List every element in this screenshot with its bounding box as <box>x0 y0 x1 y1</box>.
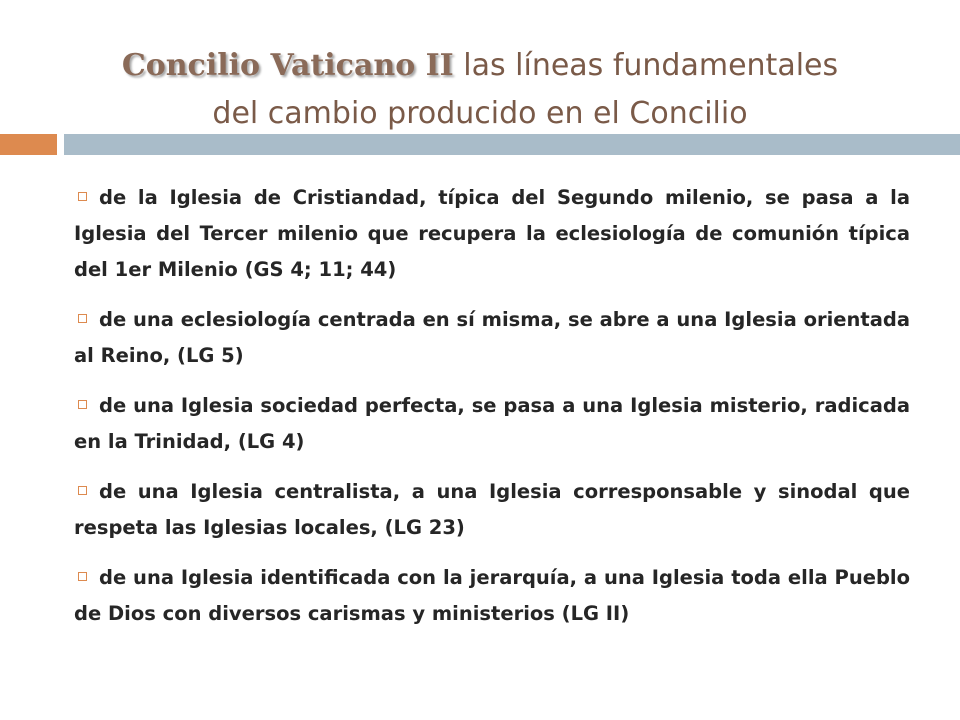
list-item <box>74 560 910 632</box>
list-item-text: de una Iglesia sociedad perfecta, se pasa a una Iglesia misterio, radicada en la Trinidad, (LG 4) <box>74 394 910 453</box>
list-item <box>74 388 910 460</box>
title-rest-line1: las líneas fundamentales <box>453 48 839 84</box>
title-rule-bar <box>64 134 960 155</box>
hollow-square-icon <box>78 314 87 323</box>
list-item <box>74 180 910 288</box>
list-item-text: de una Iglesia centralista, a una Iglesia corresponsable y sinodal que respeta las Iglesias locales, (LG 23) <box>74 480 910 539</box>
title-emphasis: Concilio Vaticano II <box>121 48 454 84</box>
list-item-text: de una Iglesia identificada con la jerarquía, a una Iglesia toda ella Pueblo de Dios con diversos carismas y ministerios (LG II) <box>74 566 910 625</box>
title-rule-accent <box>0 134 57 155</box>
hollow-square-icon <box>78 192 87 201</box>
list-item <box>74 474 910 546</box>
page-title <box>40 42 920 138</box>
list-item-text: de la Iglesia de Cristiandad, típica del Segundo milenio, se pasa a la Iglesia del Tercer milenio que recupera la eclesiología de comunión típica del 1er Milenio (GS 4; 11; 44) <box>74 186 910 281</box>
hollow-square-icon <box>78 572 87 581</box>
title-line2: del cambio producido en el Concilio <box>212 96 748 132</box>
list-item-text: de una eclesiología centrada en sí misma, se abre a una Iglesia orientada al Reino, (LG 5) <box>74 308 910 367</box>
hollow-square-icon <box>78 400 87 409</box>
hollow-square-icon <box>78 486 87 495</box>
bullet-list <box>74 180 910 646</box>
list-item <box>74 302 910 374</box>
